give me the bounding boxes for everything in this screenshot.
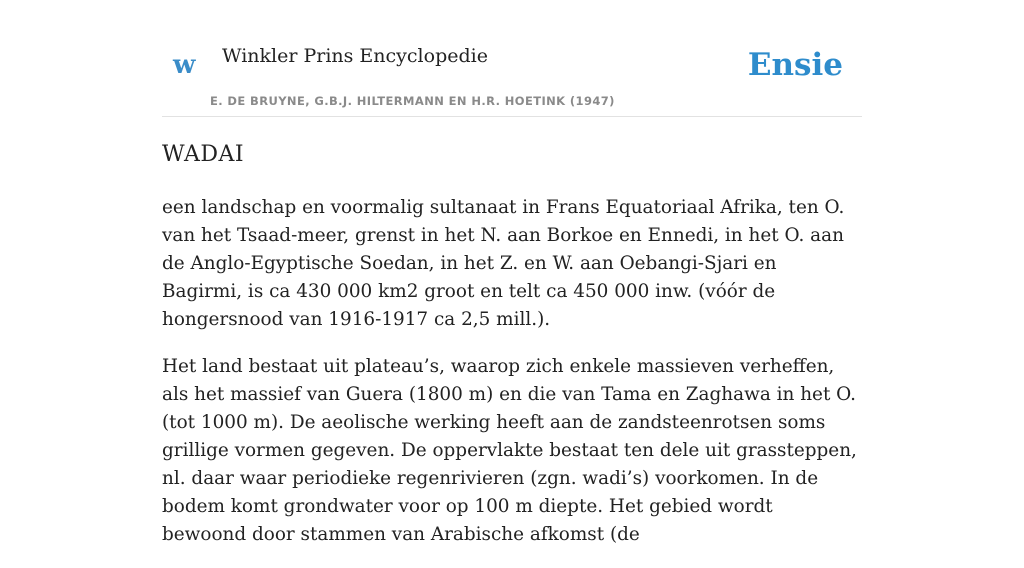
entry-content [162, 138, 862, 568]
encyclopedia-logo-icon[interactable]: w [173, 50, 196, 80]
entry-title: WADAI [162, 142, 245, 167]
book-authors: E. DE BRUYNE, G.B.J. HILTERMANN EN H.R. HOETINK (1947) [210, 94, 615, 108]
book-title[interactable]: Winkler Prins Encyclopedie [222, 45, 488, 67]
entry-paragraph: Het land bestaat uit plateau’s, waarop zich enkele massieven verheffen, als het massief van Guera (1800 m) en die van Tama en Zaghawa in het O. (tot 1000 m). De aeolische werking heeft aan de zandsteenrotsen soms grillige vormen gegeven. De oppervlakte bestaat ten dele uit grassteppen, nl. daar waar periodieke regenrivieren (zgn. wadi’s) voorkomen. In de bodem komt grondwater voor op 100 m diepte. Het gebied wordt bewoond door stammen van Arabische afkomst (de [162, 356, 857, 545]
entry-paragraph: een landschap en voormalig sultanaat in Frans Equatoriaal Afrika, ten O. van het Tsaad-meer, grenst in het N. aan Borkoe en Ennedi, in het O. aan de Anglo-Egyptische Soedan, in het Z. en W. aan Oebangi-Sjari en Bagirmi, is ca 430 000 km2 groot en telt ca 450 000 inw. (vóór de hongersnood van 1916-1917 ca 2,5 mill.). [162, 197, 845, 330]
site-header [162, 0, 862, 117]
ensie-home-link[interactable]: Ensie [747, 47, 843, 83]
